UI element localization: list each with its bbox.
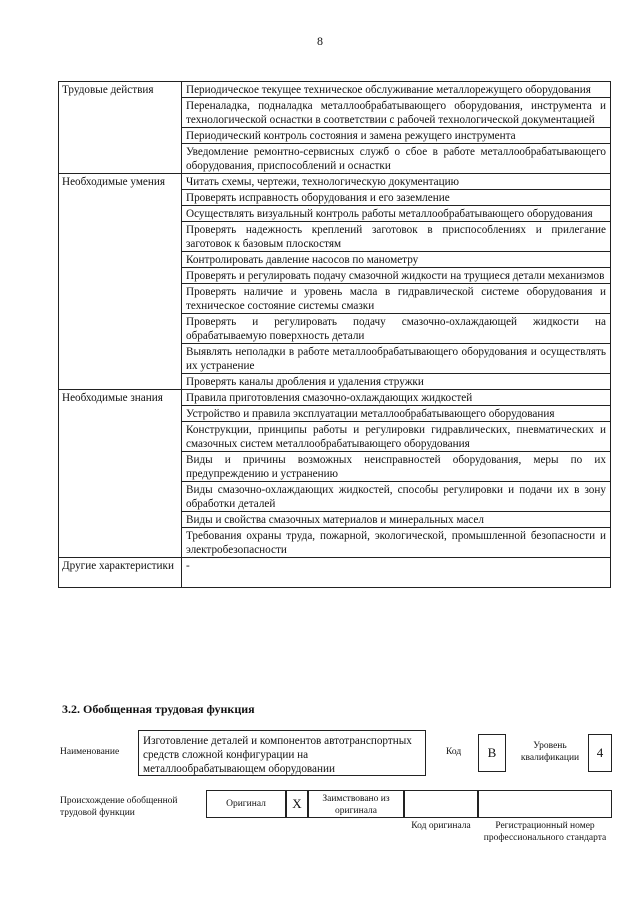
table-cell: Проверять надежность креплений заготовок в приспособлениях и прилегание заготовок к базовым плоскостям [182, 222, 611, 252]
table-cell: Осуществлять визуальный контроль работы металлообрабатывающего оборудования [182, 206, 611, 222]
generalized-function-name-row [60, 730, 612, 778]
table-cell: Устройство и правила эксплуатации металлообрабатывающего оборудования [182, 406, 611, 422]
table-cell: Читать схемы, чертежи, технологическую документацию [182, 174, 611, 190]
table-cell: Виды и причины возможных неисправностей оборудования, меры по их предупреждению и устранению [182, 452, 611, 482]
table-cell: Переналадка, подналадка металлообрабатывающего оборудования, инструмента и технологической оснастки в соответствии с рабочей технологической документацией [182, 98, 611, 128]
level-value-box: 4 [588, 734, 612, 772]
table-row [59, 390, 611, 406]
original-label-cell: Оригинал [206, 790, 286, 818]
table-cell: Проверять наличие и уровень масла в гидравлической системе оборудования и техническое состояние системы смазки [182, 284, 611, 314]
table-cell: Периодический контроль состояния и замена режущего инструмента [182, 128, 611, 144]
table-cell: Проверять исправность оборудования и его заземление [182, 190, 611, 206]
table-cell: Контролировать давление насосов по манометру [182, 252, 611, 268]
row-label-other-characteristics: Другие характеристики [59, 558, 182, 588]
table-row [59, 174, 611, 190]
original-mark-cell: X [286, 790, 308, 818]
origin-label: Происхождение обобщенной трудовой функции [60, 796, 178, 818]
registration-number-cell [478, 790, 612, 818]
labor-function-table [58, 81, 611, 588]
table-cell: Виды и свойства смазочных материалов и минеральных масел [182, 512, 611, 528]
code-value-box: B [478, 734, 506, 772]
name-label: Наименование [60, 747, 120, 757]
table-cell: Уведомление ремонтно-сервисных служб о сбое в работе металлообрабатывающего оборудования, приспособлений и оснастки [182, 144, 611, 174]
row-label-required-knowledge: Необходимые знания [59, 390, 182, 558]
code-label: Код [446, 747, 462, 757]
name-value-box: Изготовление деталей и компонентов автотранспортных средств сложной конфигурации на металлообрабатывающем оборудовании [138, 730, 426, 776]
table-cell: Требования охраны труда, пожарной, экологической, промышленной безопасности и электробезопасности [182, 528, 611, 558]
original-code-cell [404, 790, 478, 818]
table-cell: Виды смазочно-охлаждающих жидкостей, способы регулировки и подачи их в зону обработки деталей [182, 482, 611, 512]
row-label-labor-actions: Трудовые действия [59, 82, 182, 174]
table-cell: Проверять и регулировать подачу смазочной жидкости на трущиеся детали механизмов [182, 268, 611, 284]
table-row [59, 82, 611, 98]
row-label-required-skills: Необходимые умения [59, 174, 182, 390]
page-number: 8 [317, 34, 323, 48]
level-label: Уровень квалификации [520, 741, 580, 763]
table-cell: Проверять каналы дробления и удаления стружки [182, 374, 611, 390]
borrowed-label-cell: Заимствовано из оригинала [308, 790, 404, 818]
table-cell: Проверять и регулировать подачу смазочно-охлаждающей жидкости на обрабатываемую поверхность детали [182, 314, 611, 344]
table-cell: - [182, 558, 611, 588]
table-row [59, 558, 611, 588]
table-cell: Конструкции, принципы работы и регулировки гидравлических, пневматических и смазочных систем металлообрабатывающего оборудования [182, 422, 611, 452]
section-title: 3.2. Обобщенная трудовая функция [62, 702, 255, 716]
table-cell: Периодическое текущее техническое обслуживание металлорежущего оборудования [182, 82, 611, 98]
code-caption: Код оригинала [411, 821, 471, 831]
table-cell: Правила приготовления смазочно-охлаждающих жидкостей [182, 390, 611, 406]
table-cell: Выявлять неполадки в работе металлообрабатывающего оборудования и осуществлять их устранение [182, 344, 611, 374]
registration-caption: Регистрационный номер профессионального стандарта [483, 821, 607, 843]
origin-row [60, 790, 612, 870]
